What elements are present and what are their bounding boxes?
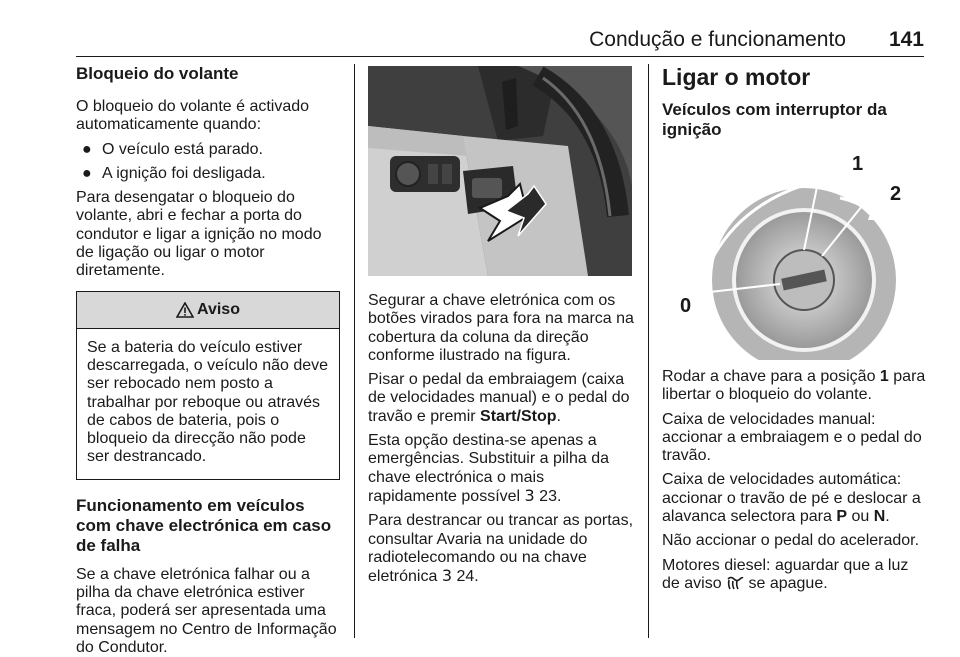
warning-title: Aviso xyxy=(197,300,240,318)
press-start-stop-instruction xyxy=(368,371,634,426)
steering-column-illustration xyxy=(368,66,632,276)
page-ref-arrow-icon: 3 xyxy=(524,485,535,505)
text-run: Caixa de velocidades automática: accionar o travão de pé e deslocar a alavanca selectora para xyxy=(662,471,921,526)
start-engine-heading: Ligar o motor xyxy=(662,64,811,90)
position-2-label: 2 xyxy=(890,183,902,205)
gear-p-label: P xyxy=(836,508,847,526)
text-run: ou xyxy=(847,508,874,526)
bullet-icon: ● xyxy=(82,164,92,182)
bullet-icon: ● xyxy=(82,140,92,158)
emergency-note xyxy=(368,432,634,506)
ignition-switch-diagram xyxy=(662,152,928,360)
column-divider-1 xyxy=(354,64,355,638)
position-ref: 1 xyxy=(879,368,889,385)
position-1-label: 1 xyxy=(852,153,864,175)
steering-column-photo xyxy=(368,66,632,276)
text-run: para libertar o bloqueio do volante. xyxy=(662,368,926,404)
turn-key-instruction xyxy=(662,368,928,405)
warning-header xyxy=(77,292,339,329)
start-stop-label: Start/Stop xyxy=(480,407,557,425)
manual-gearbox-instruction: Caixa de velocidades manual: accionar a embraiagem e o pedal do travão. xyxy=(662,410,922,465)
header-title: Condução e funcionamento xyxy=(589,28,846,51)
automatic-gearbox-instruction xyxy=(662,471,928,526)
page-ref: 24. xyxy=(456,568,479,586)
warning-box xyxy=(76,291,340,480)
column-3 xyxy=(662,62,928,593)
text-run: Pisar o pedal da embraiagem (caixa de velocidades manual) e o pedal do travão e premir xyxy=(368,371,630,425)
text-run: Rodar a chave para a posição xyxy=(662,368,880,385)
diesel-instruction xyxy=(662,557,928,594)
text-run: Esta opção destina-se apenas a emergências. Substituir a pilha da chave electrónica o mais rapidamente possível xyxy=(368,432,610,505)
glow-plug-icon xyxy=(726,576,744,590)
electronic-key-failure-text: Se a chave eletrónica falhar ou a pilha da chave eletrónica estiver fraca, poderá ser apresentada uma mensagem no Centro de Informação do Condutor. xyxy=(76,565,337,656)
list-item-text: O veículo está parado. xyxy=(102,140,263,158)
accelerator-instruction: Não accionar o pedal do acelerador. xyxy=(662,532,920,550)
column-2 xyxy=(368,62,634,586)
text-run: Para destrancar ou trancar as portas, consultar Avaria na unidade do radiotelecomando ou na chave eletrónica xyxy=(368,512,634,586)
steering-lock-intro: O bloqueio do volante é activado automaticamente quando: xyxy=(76,98,310,134)
page-number: 141 xyxy=(888,28,924,51)
text-run: . xyxy=(556,407,561,425)
position-0-label: 0 xyxy=(680,295,692,317)
ignition-switch-heading: Veículos com interruptor da ignição xyxy=(662,100,887,139)
warning-body xyxy=(77,329,339,479)
list-item xyxy=(76,141,340,159)
page-ref-arrow-icon: 3 xyxy=(441,566,453,586)
list-item xyxy=(76,165,340,183)
steering-lock-heading: Bloqueio do volante xyxy=(76,64,239,83)
page-header xyxy=(76,20,924,57)
ignition-positions-figure xyxy=(662,152,928,360)
hold-key-instruction: Segurar a chave eletrónica com os botões virados para fora na marca na cobertura da coluna da direção conforme ilustrado na figura. xyxy=(368,292,634,364)
list-item-text: A ignição foi desligada. xyxy=(102,164,266,182)
electronic-key-failure-heading: Funcionamento em veículos com chave electrónica em caso de falha xyxy=(76,495,332,555)
door-lock-note xyxy=(368,512,634,586)
steering-lock-release-text: Para desengatar o bloqueio do volante, abri e fechar a porta do condutor e ligar a ignição no modo de ligação ou ligar o motor diretamente. xyxy=(76,189,322,280)
column-divider-2 xyxy=(648,64,649,638)
text-run: Motores diesel: aguardar que a luz de aviso xyxy=(662,556,909,592)
warning-text: Se a bateria do veículo estiver descarregada, o veículo não deve ser rebocado nem posto a trabalhar por reboque ou através de cabos de bateria, pois o bloqueio da direcção não pode ser destrancado. xyxy=(87,338,329,466)
page-ref: 23. xyxy=(539,487,562,505)
text-run: . xyxy=(885,508,890,526)
text-run: se apague. xyxy=(744,574,828,592)
warning-triangle-icon xyxy=(176,302,194,318)
column-1 xyxy=(76,62,340,657)
gear-n-label: N xyxy=(873,508,886,526)
